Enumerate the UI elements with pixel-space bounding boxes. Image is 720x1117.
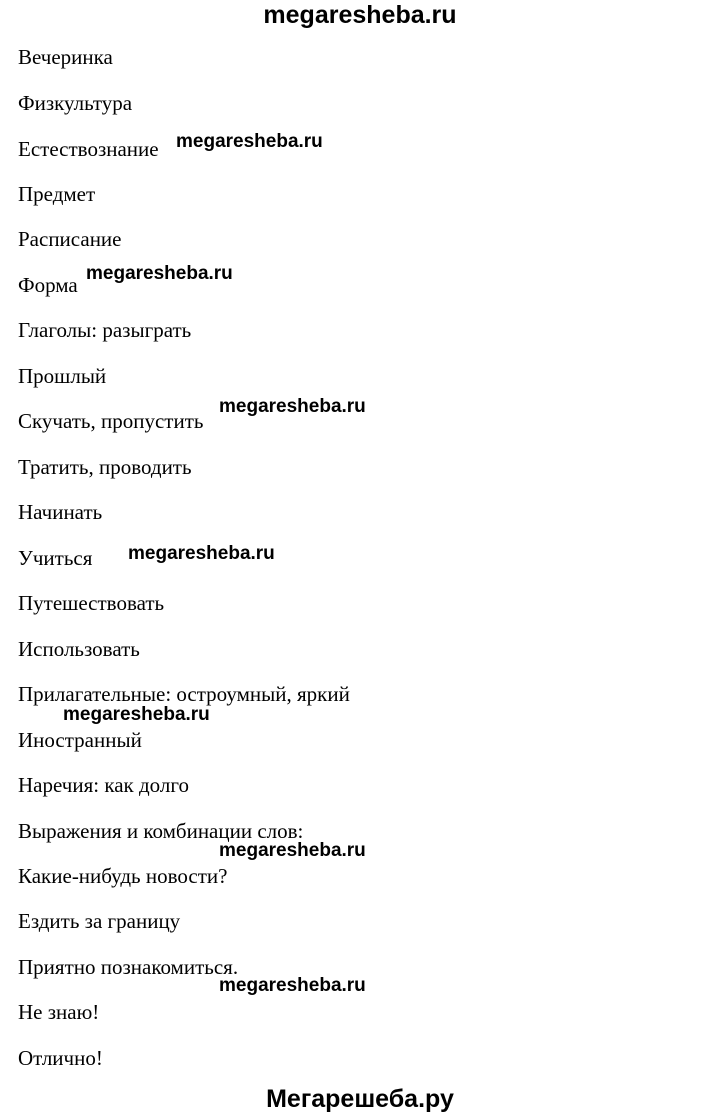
watermark-text: megaresheba.ru [128,543,275,564]
list-item: Начинать [18,500,103,524]
list-item: Глаголы: разыграть [18,318,192,342]
watermark-text: megaresheba.ru [176,131,323,152]
list-item: Ездить за границу [18,909,181,933]
list-item: Физкультура [18,91,133,115]
list-item: Отлично! [18,1046,103,1070]
list-item: Тратить, проводить [18,455,192,479]
list-item: Использовать [18,637,140,661]
list-item: Какие-нибудь новости? [18,864,228,888]
list-item: Прошлый [18,364,107,388]
list-item: Расписание [18,227,122,251]
list-item: Выражения и комбинации слов: [18,819,304,843]
list-item: Не знаю! [18,1000,100,1024]
list-item: Наречия: как долго [18,773,189,797]
list-item: Естествознание [18,137,159,161]
list-item: Скучать, пропустить [18,409,204,433]
list-item: Учиться [18,546,93,570]
list-item: Путешествовать [18,591,165,615]
watermark-text: megaresheba.ru [219,975,366,996]
watermark-text: megaresheba.ru [219,840,366,861]
header-site-name: megaresheba.ru [263,1,457,29]
list-item: Форма [18,273,78,297]
list-item: Прилагательные: остроумный, яркий [18,682,350,706]
list-item: Иностранный [18,728,142,752]
footer-site-name: Мегарешеба.ру [266,1085,454,1113]
watermark-text: megaresheba.ru [86,263,233,284]
list-item: Вечеринка [18,45,113,69]
watermark-text: megaresheba.ru [63,704,210,725]
list-item: Приятно познакомиться. [18,955,239,979]
watermark-text: megaresheba.ru [219,396,366,417]
list-item: Предмет [18,182,96,206]
